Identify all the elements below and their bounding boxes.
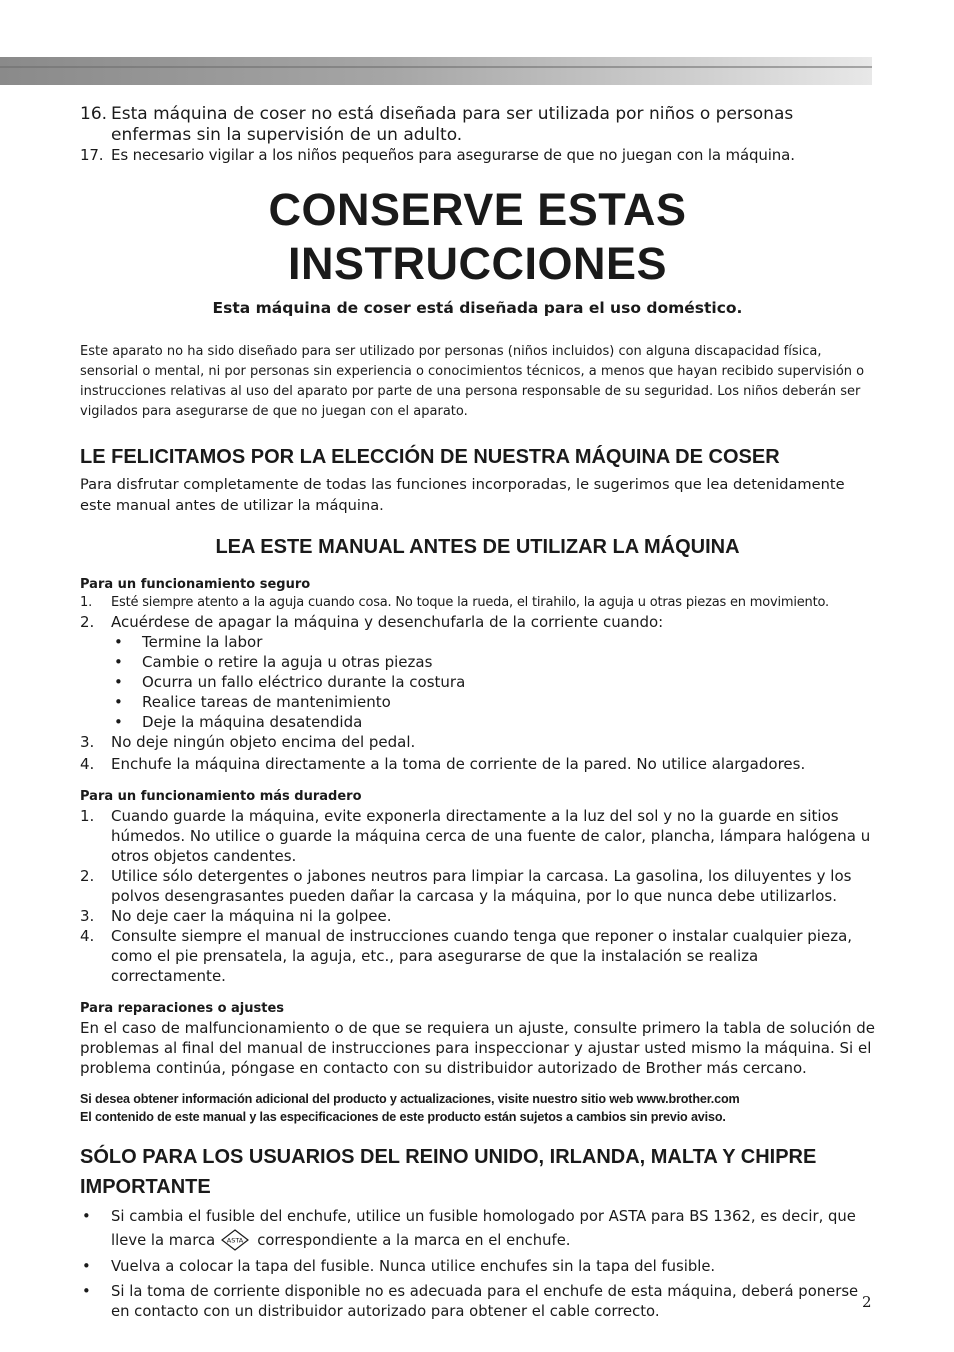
list-text: No deje caer la máquina ni la golpee.: [111, 907, 392, 925]
safe-item-4: [80, 754, 875, 774]
list-number: 16.: [80, 104, 108, 124]
notice-block: [80, 1090, 875, 1126]
durable-item-3: [80, 906, 875, 926]
header-gradient-bar: [0, 57, 872, 85]
list-number: 1.: [80, 595, 93, 610]
bullet-text: Vuelva a colocar la tapa del fusible. Nunca utilice enchufes sin la tapa del fusible.: [111, 1258, 716, 1275]
list-item-16: [80, 104, 875, 145]
list-number: 4.: [80, 927, 95, 945]
asta-mark-text: ASTA: [226, 1236, 244, 1245]
section-subheading-important: IMPORTANTE: [80, 1176, 211, 1198]
list-number: 4.: [80, 755, 95, 773]
list-text: Esté siempre atento a la aguja cuando cosa. No toque la rueda, el tirahilo, la aguja u otras piezas en movimiento.: [111, 595, 829, 610]
list-text: Acuérdese de apagar la máquina y desenchufarla de la corriente cuando:: [111, 613, 664, 631]
intro-paragraph: Este aparato no ha sido diseñado para ser utilizado por personas (niños incluidos) con alguna discapacidad física, sensorial o mental, ni por personas sin experiencia o conocimientos técnicos, a menos que hayan recibido supervisión o instrucciones relativas al uso del aparato por parte de una persona responsable de su seguridad. Los niños deberán ser vigilados para asegurarse de que no juegan con el aparato.: [80, 344, 865, 419]
safe-item-2: [80, 612, 875, 632]
bullet-item: [80, 712, 875, 732]
list-text: Consulte siempre el manual de instrucciones cuando tenga que reponer o instalar cualquier pieza, como el pie prensatela, la aguja, etc., para asegurarse de que la instalación se realiza correctamente.: [111, 927, 853, 985]
list-text: Esta máquina de coser no está diseñada para ser utilizada por niños o personas enfermas sin la supervisión de un adulto.: [111, 104, 794, 145]
durable-item-4: [80, 926, 875, 986]
uk-bullet-3: [80, 1282, 875, 1322]
bullet-icon: •: [114, 673, 123, 691]
uk-bullet-1: [80, 1205, 875, 1253]
list-text: Es necesario vigilar a los niños pequeños para asegurarse de que no juegan con la máquina.: [111, 146, 795, 164]
list-number: 2.: [80, 867, 95, 885]
safe-item-3: [80, 732, 875, 752]
bullet-text: Termine la labor: [142, 633, 263, 651]
list-number: 17.: [80, 146, 104, 164]
durable-item-2: [80, 866, 875, 906]
bullet-text: Si cambia el fusible del enchufe, utilice un fusible homologado por ASTA para BS 1362, es decir, que lleve la marca: [111, 1208, 856, 1249]
subheading-safe-operation: Para un funcionamiento seguro: [80, 577, 311, 592]
bullet-item: [80, 652, 875, 672]
bullet-text: Cambie o retire la aguja u otras piezas: [142, 653, 433, 671]
section-heading-uk-users: SÓLO PARA LOS USUARIOS DEL REINO UNIDO, IRLANDA, MALTA Y CHIPRE: [80, 1146, 817, 1168]
page-number: 2: [862, 1293, 872, 1311]
bullet-icon: •: [114, 693, 123, 711]
list-text: Utilice sólo detergentes o jabones neutros para limpiar la carcasa. La gasolina, los diluyentes y los polvos desengrasantes pueden dañar la carcasa y la máquina, por lo que nunca debe utilizarlos.: [111, 867, 852, 905]
section-heading-read-manual: LEA ESTE MANUAL ANTES DE UTILIZAR LA MÁQUINA: [215, 536, 740, 558]
list-number: 1.: [80, 807, 95, 825]
bullet-text: correspondiente a la marca en el enchufe.: [257, 1232, 571, 1249]
list-text: Enchufe la máquina directamente a la toma de corriente de la pared. No utilice alargadores.: [111, 755, 806, 773]
bullet-text: Realice tareas de mantenimiento: [142, 693, 391, 711]
notice-line-changes: El contenido de este manual y las especificaciones de este producto están sujetos a cambios sin previo aviso.: [80, 1110, 726, 1124]
list-text: Cuando guarde la máquina, evite exponerla directamente a la luz del sol y no la guarde en sitios húmedos. No utilice o guarde la máquina cerca de una fuente de calor, plancha, lámpara halógena u otros objetos candentes.: [111, 807, 871, 865]
bullet-item: [80, 672, 875, 692]
list-number: 2.: [80, 613, 95, 631]
header-divider: [0, 66, 872, 68]
bullet-text: Ocurra un fallo eléctrico durante la costura: [142, 673, 466, 691]
bullet-icon: •: [114, 713, 123, 731]
list-text: No deje ningún objeto encima del pedal.: [111, 733, 416, 751]
bullet-text: Deje la máquina desatendida: [142, 713, 363, 731]
repairs-paragraph: En el caso de malfuncionamiento o de que se requiera un ajuste, consulte primero la tabla de solución de problemas al final del manual de instrucciones para inspeccionar y ajustar usted mismo la máquina. Si el problema continúa, póngase en contacto con su distribuidor autorizado de Brother más cercano.: [80, 1019, 875, 1077]
bullet-text: Si la toma de corriente disponible no es adecuada para el enchufe de esta máquina, deberá ponerse en contacto con un distribuidor autorizado para obtener el cable correcto.: [111, 1283, 859, 1320]
uk-bullet-2: [80, 1256, 875, 1277]
bullet-item: [80, 692, 875, 712]
bullet-item: [80, 632, 875, 652]
bullet-icon: •: [114, 653, 123, 671]
safe-item-1: [80, 594, 875, 612]
bullet-icon: •: [82, 1283, 91, 1300]
bullet-icon: •: [82, 1258, 91, 1275]
page-title: CONSERVE ESTAS INSTRUCCIONES: [268, 184, 687, 289]
bullet-icon: •: [82, 1208, 91, 1225]
notice-line-website: Si desea obtener información adicional del producto y actualizaciones, visite nuestro sitio web www.brother.com: [80, 1092, 740, 1106]
subheading-durable-operation: Para un funcionamiento más duradero: [80, 789, 362, 804]
section-heading-congrats: LE FELICITAMOS POR LA ELECCIÓN DE NUESTRA MÁQUINA DE COSER: [80, 446, 780, 468]
subheading-repairs: Para reparaciones o ajustes: [80, 1001, 285, 1016]
page-subtitle: Esta máquina de coser está diseñada para el uso doméstico.: [212, 299, 743, 317]
congrats-paragraph: Para disfrutar completamente de todas las funciones incorporadas, le sugerimos que lea detenidamente este manual antes de utilizar la máquina.: [80, 476, 845, 514]
bullet-icon: •: [114, 633, 123, 651]
page-content: [80, 104, 875, 1322]
list-number: 3.: [80, 907, 95, 925]
asta-mark-icon: [221, 1229, 249, 1251]
list-number: 3.: [80, 733, 95, 751]
durable-item-1: [80, 806, 875, 866]
list-item-17: [80, 145, 875, 165]
